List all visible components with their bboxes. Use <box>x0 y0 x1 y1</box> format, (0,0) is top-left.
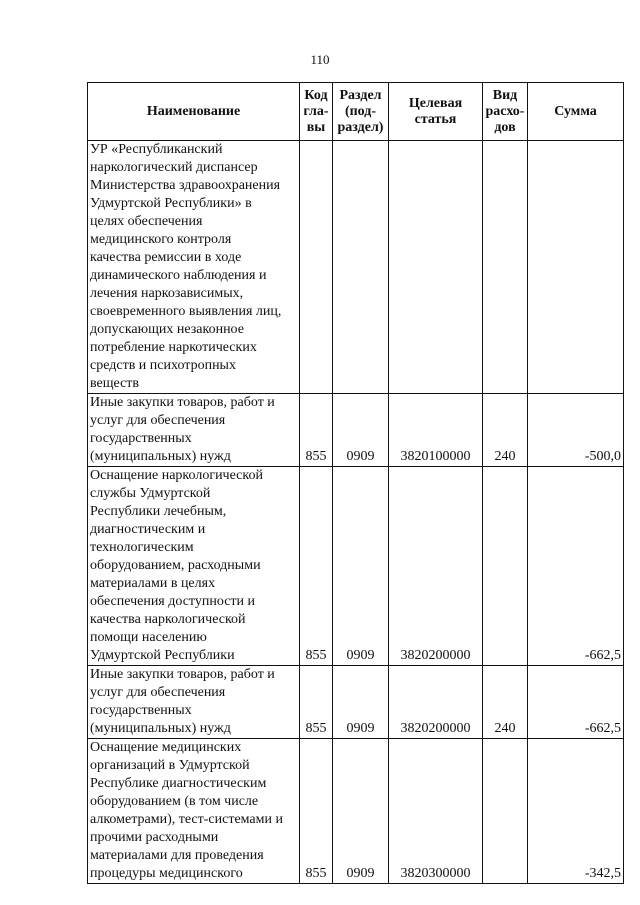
row-summa: -342,5 <box>528 739 624 884</box>
row-statya: 3820200000 <box>389 666 483 739</box>
header-kod: Код гла- вы <box>300 83 333 141</box>
row-name: Оснащение наркологической службы Удмуртской Республики лечебным, диагностическим и технологическим оборудованием, расходными материалами в целях обеспечения доступности и качества наркологической помощи населению Удмуртской Республики <box>88 467 300 666</box>
row-summa <box>528 141 624 394</box>
row-statya: 3820300000 <box>389 739 483 884</box>
row-vid: 240 <box>483 666 528 739</box>
row-summa: -500,0 <box>528 394 624 467</box>
budget-table <box>87 82 624 884</box>
row-statya: 3820200000 <box>389 467 483 666</box>
row-razdel: 0909 <box>333 394 389 467</box>
row-name: Оснащение медицинских организаций в Удмуртской Республике диагностическим оборудованием (в том числе алкометрами), тест-системами и прочими расходными материалами для проведения процедуры медицинского <box>88 739 300 884</box>
header-statya: Целевая статья <box>389 83 483 141</box>
header-razdel: Раздел (под- раздел) <box>333 83 389 141</box>
page-number: 110 <box>310 52 330 67</box>
row-name: УР «Республиканский наркологический диспансер Министерства здравоохранения Удмуртской Республики» в целях обеспечения медицинского контроля качества ремиссии в ходе динамического наблюдения и лечения наркозависимых, своевременного выявления лиц, допускающих незаконное потребление наркотических средств и психотропных веществ <box>88 141 300 394</box>
row-summa: -662,5 <box>528 467 624 666</box>
row-summa: -662,5 <box>528 666 624 739</box>
table-row <box>88 467 624 666</box>
row-razdel <box>333 141 389 394</box>
row-kod: 855 <box>300 739 333 884</box>
row-razdel: 0909 <box>333 739 389 884</box>
row-vid: 240 <box>483 394 528 467</box>
row-kod: 855 <box>300 394 333 467</box>
row-name: Иные закупки товаров, работ и услуг для обеспечения государственных (муниципальных) нужд <box>88 666 300 739</box>
row-kod: 855 <box>300 666 333 739</box>
row-statya: 3820100000 <box>389 394 483 467</box>
header-name: Наименование <box>88 83 300 141</box>
table-row <box>88 666 624 739</box>
table-row <box>88 141 624 394</box>
row-kod: 855 <box>300 467 333 666</box>
row-statya <box>389 141 483 394</box>
header-row <box>88 83 624 141</box>
row-kod <box>300 141 333 394</box>
row-razdel: 0909 <box>333 467 389 666</box>
row-vid <box>483 141 528 394</box>
row-razdel: 0909 <box>333 666 389 739</box>
row-vid <box>483 467 528 666</box>
table-row <box>88 739 624 884</box>
row-vid <box>483 739 528 884</box>
table-row <box>88 394 624 467</box>
row-name: Иные закупки товаров, работ и услуг для обеспечения государственных (муниципальных) нужд <box>88 394 300 467</box>
header-summa: Сумма <box>528 83 624 141</box>
header-vid: Вид расхо- дов <box>483 83 528 141</box>
